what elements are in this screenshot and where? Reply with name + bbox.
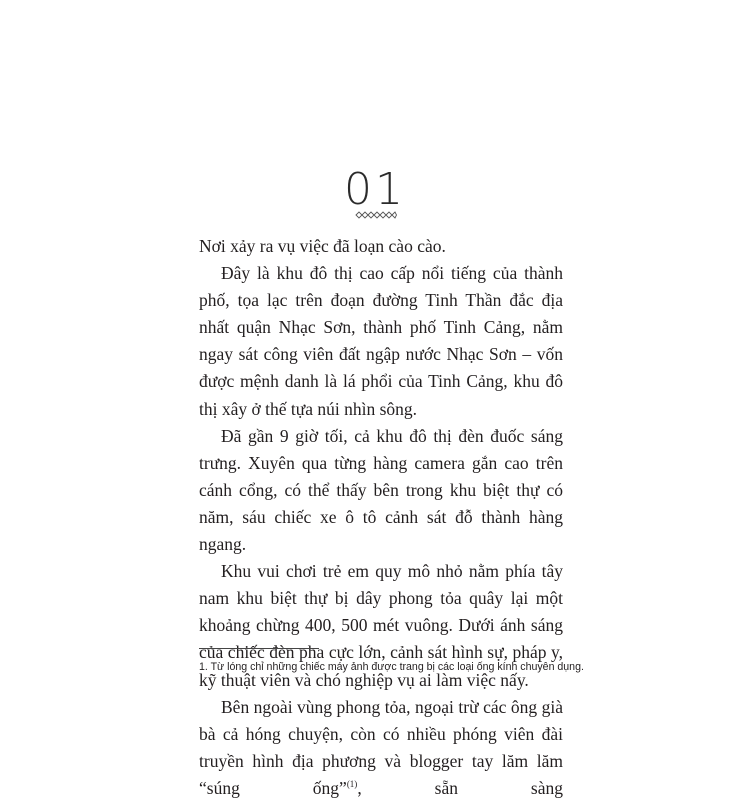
paragraph-continued	[199, 694, 563, 802]
footnote-reference: (1)	[346, 779, 358, 790]
chapter-body	[199, 233, 563, 802]
paragraph: Nơi xảy ra vụ việc đã loạn cào cào.	[199, 236, 446, 256]
chapter-number: 01	[344, 164, 406, 215]
paragraph-text: Bên ngoài vùng phong tỏa, ngoại trừ các ông già bà cả hóng chuyện, còn có nhiều phóng viên đài truyền hình địa phương và blogger tay lăm lăm “súng ống”	[199, 696, 563, 798]
paragraph: Đã gần 9 giờ tối, cả khu đô thị đèn đuốc sáng trưng. Xuyên qua từng hàng camera gắn cao trên cánh cổng, có thể thấy bên trong khu biệt thự có năm, sáu chiếc xe ô tô cảnh sát đỗ thành hàng ngang.	[199, 425, 563, 555]
paragraph: Đây là khu đô thị cao cấp nổi tiếng của thành phố, tọa lạc trên đoạn đường Tinh Thần đắc địa nhất quận Nhạc Sơn, thành phố Tinh Cảng, nằm ngay sát công viên đất ngập nước Nhạc Sơn – vốn được mệnh danh là lá phổi của Tinh Cảng, khu đô thị xây ở thế tựa núi nhìn sông.	[199, 263, 563, 419]
diamond-chain-ornament-icon	[355, 210, 397, 220]
footnote: 1. Từ lóng chỉ những chiếc máy ảnh được trang bị các loại ống kính chuyên dụng.	[199, 661, 584, 673]
paragraph: Khu vui chơi trẻ em quy mô nhỏ nằm phía tây nam khu biệt thự bị dây phong tỏa quây lại một khoảng chừng 400, 500 mét vuông. Dưới ánh sáng của chiếc đèn pha cực lớn, cảnh sát hình sự, pháp y, kỹ thuật viên và chó nghiệp vụ ai làm việc nấy.	[199, 561, 563, 690]
footnote-divider	[199, 648, 319, 649]
paragraph-text-tail: , sẵn sàng	[357, 777, 563, 798]
